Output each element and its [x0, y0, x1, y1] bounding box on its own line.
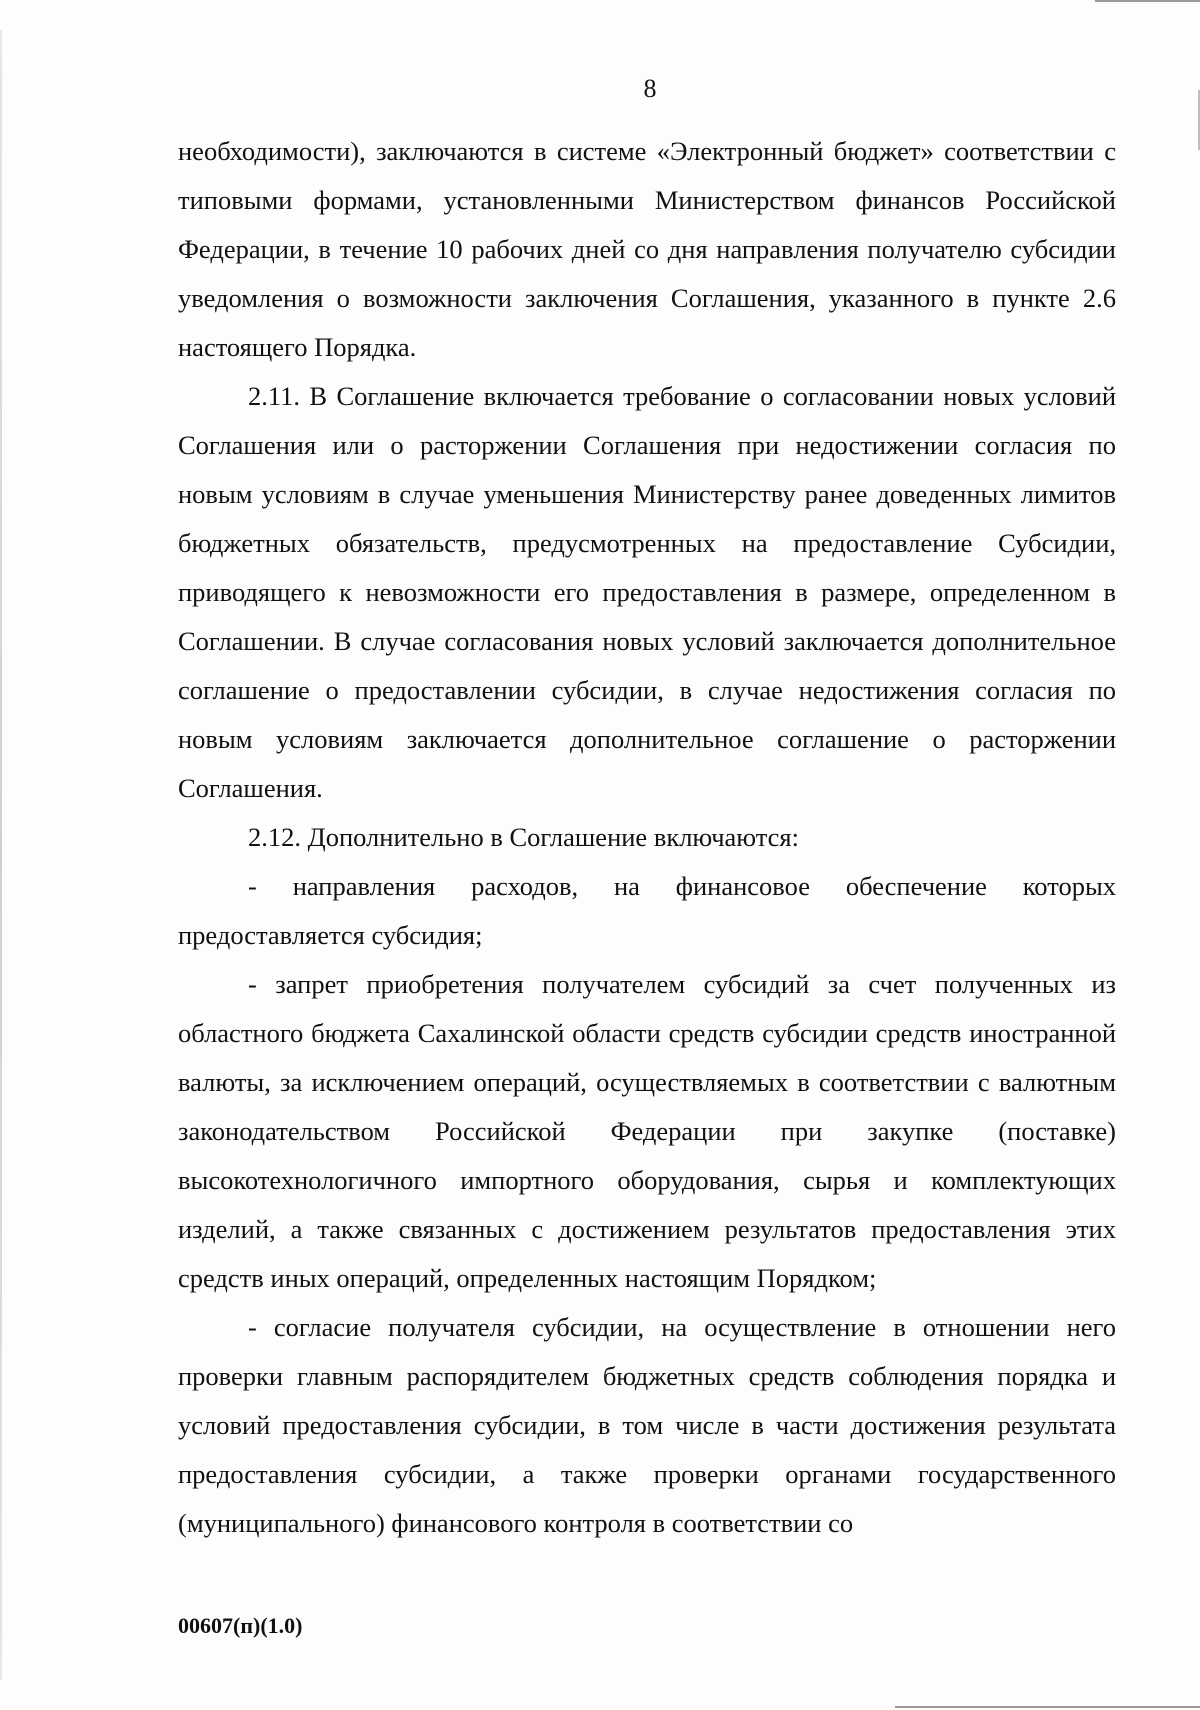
paragraph-2-12: 2.12. Дополнительно в Соглашение включаются:	[248, 822, 799, 852]
page-number: 8	[643, 74, 657, 103]
paragraph-2-11: 2.11. В Соглашение включается требование о согласовании новых условий Соглашения или о расторжении Соглашения при недостижении согласия по новым условиям в случае уменьшения Министерству ранее доведенных лимитов бюджетных обязательств, предусмотренных на предоставление Субсидии, приводящего к невозможности его предоставления в размере, определенном в Соглашении. В случае согласования новых условий заключается дополнительное соглашение о предоставлении субсидии, в случае недостижения согласия по новым условиям заключается дополнительное соглашение о расторжении Соглашения.	[178, 381, 1116, 803]
scan-edge-left	[0, 30, 2, 1680]
document-code: 00607(п)(1.0)	[178, 1613, 303, 1638]
list-item-currency-ban: - запрет приобретения получателем субсидий за счет полученных из областного бюджета Сахалинской области средств субсидии средств иностранной валюты, за исключением операций, осуществляемых в соответствии с валютным законодательством Российской Федерации при закупке (поставке) высокотехнологичного импортного оборудования, сырья и комплектующих изделий, а также связанных с достижением результатов предоставления этих средств иных операций, определенных настоящим Порядком;	[178, 969, 1116, 1293]
body-text	[178, 127, 1116, 1548]
list-item-inspection-consent: - согласие получателя субсидии, на осуществление в отношении него проверки главным распорядителем бюджетных средств соблюдения порядка и условий предоставления субсидии, в том числе в части достижения результата предоставления субсидии, а также проверки органами государственного (муниципального) финансового контроля в соответствии со	[178, 1312, 1116, 1538]
list-item-expense-directions: - направления расходов, на финансовое обеспечение которых предоставляется субсидия;	[178, 871, 1116, 950]
scan-line-bottom	[895, 1706, 1200, 1708]
scan-line-top	[1095, 0, 1200, 2]
paragraph-continuation: необходимости), заключаются в системе «Электронный бюджет» соответствии с типовыми формами, установленными Министерством финансов Российской Федерации, в течение 10 рабочих дней со дня направления получателю субсидии уведомления о возможности заключения Соглашения, указанного в пункте 2.6 настоящего Порядка.	[178, 136, 1116, 362]
